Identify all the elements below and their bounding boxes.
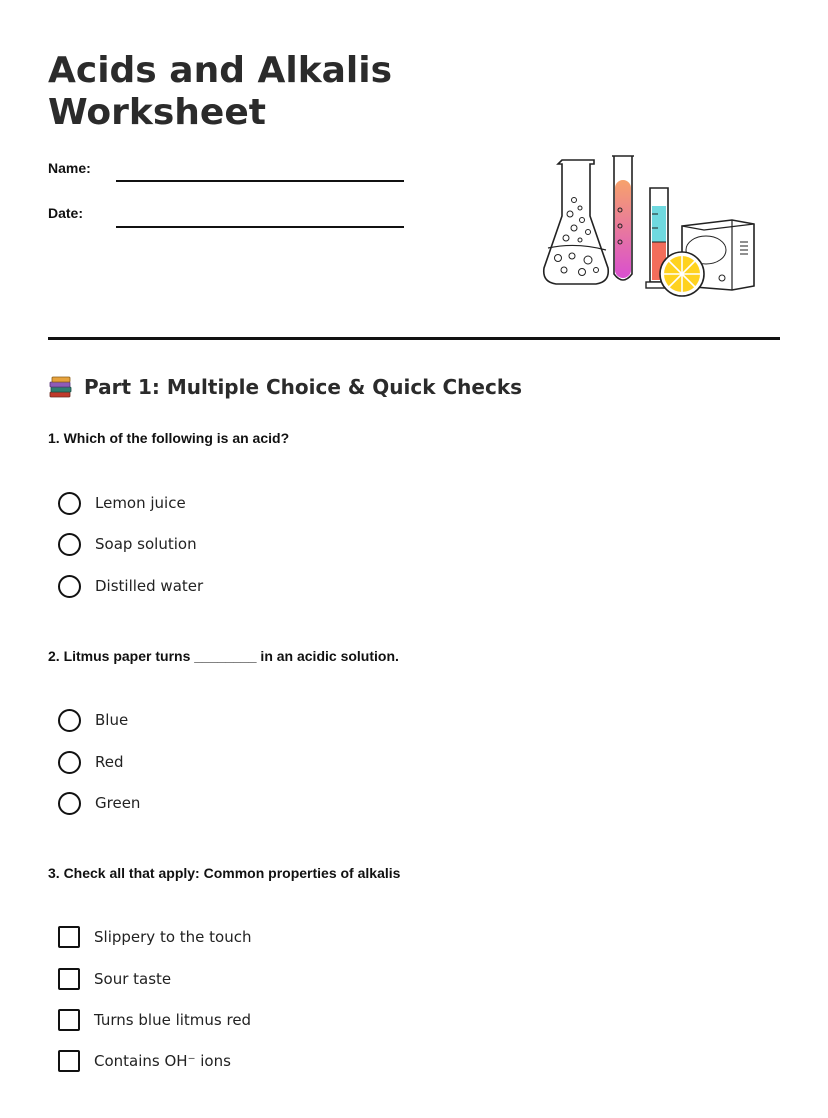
date-field[interactable] <box>116 226 404 228</box>
option-label: Turns blue litmus red <box>94 1011 252 1029</box>
radio-button[interactable] <box>58 792 81 815</box>
flask-icon <box>544 160 609 284</box>
q3-option-sour-taste[interactable] <box>58 967 171 991</box>
q2-option-green[interactable] <box>58 791 140 815</box>
radio-button[interactable] <box>58 751 81 774</box>
q1-option-distilled-water[interactable] <box>58 574 203 598</box>
option-label: Contains OH⁻ ions <box>94 1052 231 1070</box>
question-3-prompt: 3. Check all that apply: Common properties of alkalis <box>48 865 401 881</box>
option-label: Distilled water <box>95 577 204 595</box>
part1-title: Part 1: Multiple Choice & Quick Checks <box>84 375 523 399</box>
checkbox[interactable] <box>58 1009 80 1031</box>
checkbox[interactable] <box>58 968 80 990</box>
books-icon <box>48 374 74 400</box>
radio-button[interactable] <box>58 492 81 515</box>
q1-option-lemon-juice[interactable] <box>58 491 186 515</box>
radio-button[interactable] <box>58 709 81 732</box>
test-tube-icon <box>612 156 634 280</box>
name-field[interactable] <box>116 180 404 182</box>
radio-button[interactable] <box>58 533 81 556</box>
option-label: Lemon juice <box>95 494 186 512</box>
radio-button[interactable] <box>58 575 81 598</box>
q2-option-red[interactable] <box>58 750 124 774</box>
checkbox[interactable] <box>58 1050 80 1072</box>
question-2-prompt: 2. Litmus paper turns ________ in an acidic solution. <box>48 648 399 664</box>
q3-option-slippery[interactable] <box>58 925 251 949</box>
question-1-prompt: 1. Which of the following is an acid? <box>48 430 290 446</box>
option-label: Sour taste <box>94 970 172 988</box>
option-label: Blue <box>95 711 129 729</box>
q2-option-blue[interactable] <box>58 708 128 732</box>
q3-option-contains-oh-ions[interactable] <box>58 1049 231 1073</box>
section-divider <box>48 337 780 340</box>
lab-equipment-illustration <box>536 150 762 302</box>
q3-option-turns-litmus-red[interactable] <box>58 1008 251 1032</box>
page-title: Acids and Alkalis Worksheet <box>48 50 393 133</box>
q1-option-soap-solution[interactable] <box>58 532 197 556</box>
part1-heading <box>48 374 522 400</box>
lemon-slice-icon <box>660 252 704 296</box>
option-label: Soap solution <box>95 535 197 553</box>
checkbox[interactable] <box>58 926 80 948</box>
option-label: Red <box>95 753 124 771</box>
option-label: Slippery to the touch <box>94 928 252 946</box>
name-label: Name: <box>48 160 91 176</box>
option-label: Green <box>95 794 141 812</box>
date-label: Date: <box>48 205 84 221</box>
